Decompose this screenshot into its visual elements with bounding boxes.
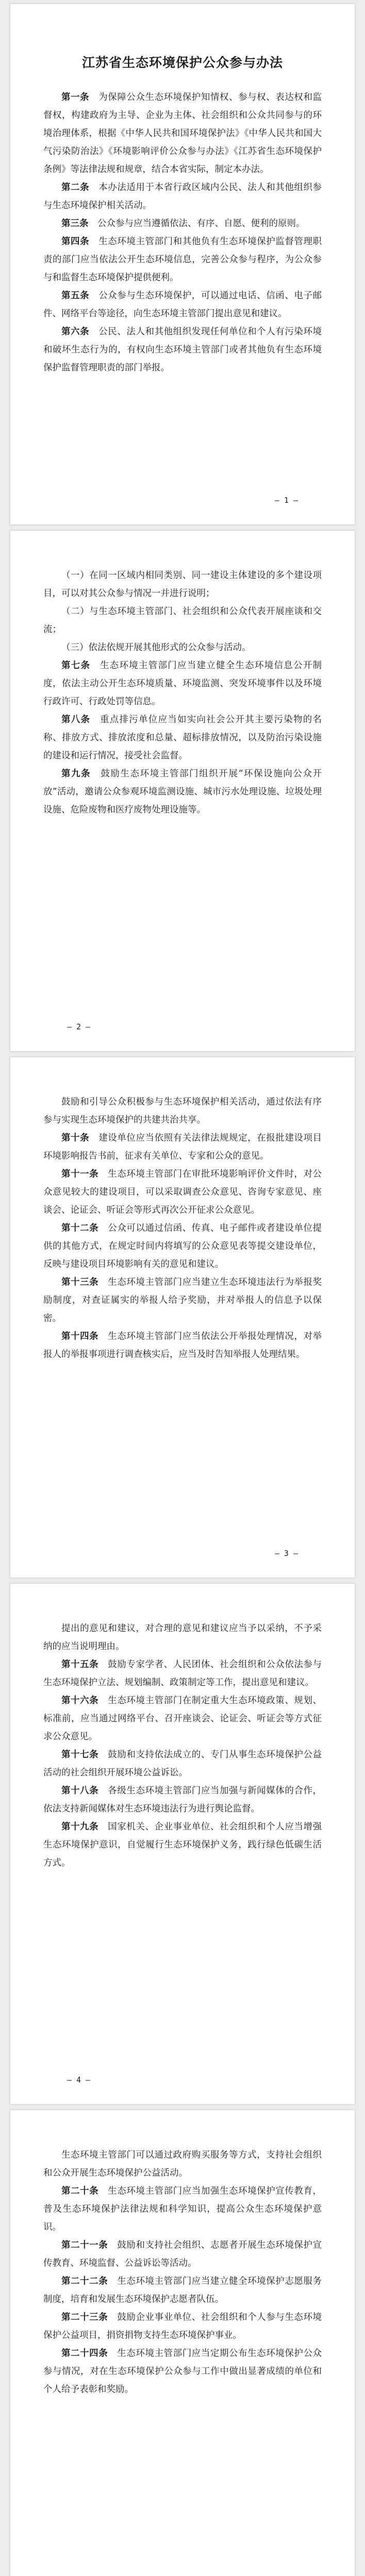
article-paragraph: [43, 233, 322, 287]
article-text: 本办法适用于本省行政区域内公民、法人和其他组织参与生态环境保护相关活动。: [43, 182, 322, 211]
article-number: 第九条: [61, 769, 91, 779]
article-number: 第四条: [61, 236, 90, 247]
page-2: [10, 531, 355, 1051]
article-paragraph: [43, 287, 322, 323]
article-text: （二）与生态环境主管部门、社会组织和公众代表开展座谈和交流；: [43, 606, 322, 635]
article-paragraph: [43, 567, 322, 603]
article-text: （一）在同一区域内相同类别、同一建设主体建设的多个建设项目，可以对其公众参与情况一并进行说明；: [43, 570, 322, 599]
article-text: 公众参与生态环境保护，可以通过电话、信函、电子邮件、网络平台等途径，向生态环境主管部门提出意见和建议。: [43, 291, 322, 319]
article-paragraph: [43, 1165, 322, 1219]
article-text: 重点排污单位应当如实向社会公开其主要污染物的名称、排放方式、排放浓度和总量、超标排放情况，以及防治污染设施的建设和运行情况，接受社会监督。: [43, 715, 322, 761]
article-paragraph: [43, 1620, 322, 1656]
article-paragraph: [43, 1782, 322, 1818]
article-paragraph: [43, 323, 322, 377]
article-text: 鼓励和支持依法成立的、专门从事生态环境保护公益活动的社会组织开展环境公益诉讼。: [43, 1750, 322, 1778]
article-paragraph: [43, 1656, 322, 1692]
article-paragraph: [43, 89, 322, 179]
article-number: 第六条: [61, 327, 90, 337]
article-number: 第十四条: [61, 1331, 99, 1342]
article-number: 第二十二条: [61, 2276, 108, 2286]
page-5: [10, 2110, 355, 2576]
article-paragraph: [43, 215, 322, 233]
article-number: 第十条: [61, 1133, 90, 1143]
article-text: 鼓励专家学者、人民团体、社会组织和公众依法参与生态环境保护立法、规划编制、政策制定等工作，提出意见和建议。: [43, 1659, 322, 1688]
article-text: 生态环境主管部门在制定重大生态环境政策、规划、标准前，应当通过网络平台、召开座谈会、论证会、听证会等方式征求公众意见。: [43, 1696, 322, 1742]
article-text: 鼓励生态环境主管部门组织开展“环保设施向公众开放”活动，邀请公众参观环境监测设施、城市污水处理设施、垃圾处理设施、危险废物和医疗废物处理设施等。: [43, 769, 322, 815]
article-text: 为保障公众生态环境保护知情权、参与权、表达权和监督权，构建政府为主导、企业为主体、社会组织和公众共同参与的环境治理体系，根据《中华人民共和国环境保护法》《中华人民共和国大气污染防治法》《环境影响评价公众参与办法》《江苏省生态环境保护条例》等法律法规和规章，结合本省实际，制定本办法。: [43, 92, 322, 175]
article-text: 公众参与应当遵循依法、有序、自愿、便利的原则。: [97, 218, 305, 229]
article-number: 第二十条: [61, 2186, 99, 2196]
article-text: 生态环境主管部门应当定期公布生态环境保护公众参与情况，对在生态环境保护公众参与工作中做出显著成绩的单位和个人给予表彰和奖励。: [43, 2348, 322, 2395]
page-number: — 3 —: [274, 1549, 298, 1558]
article-text: 各级生态环境主管部门应当加强与新闻媒体的合作，依法支持新闻媒体对生态环境违法行为进行舆论监督。: [43, 1786, 322, 1814]
article-paragraph: [43, 603, 322, 639]
article-number: 第五条: [61, 291, 90, 301]
page-number: — 4 —: [67, 2075, 91, 2084]
article-text: 鼓励和支持社会组织、志愿者开展生态环境保护宣传教育、环境监督、公益诉讼等活动。: [43, 2240, 322, 2268]
article-text: 生态环境主管部门应当建立健全环境保护志愿服务制度，培育和发展生态环境保护志愿者队伍。: [43, 2276, 322, 2304]
article-paragraph: [43, 1692, 322, 1746]
article-text: 国家机关、企业事业单位、社会组织和个人应当增强生态环境保护意识，自觉履行生态环境保护义务，践行绿色低碳生活方式。: [43, 1822, 322, 1868]
article-text: 生态环境主管部门应当建立生态环境违法行为举报奖励制度，对查证属实的举报人给予奖励，并对举报人的信息予以保密。: [43, 1277, 322, 1324]
article-paragraph: [43, 1328, 322, 1364]
article-paragraph: [43, 2309, 322, 2345]
article-text: 生态环境主管部门应当加强生态环境保护宣传教育，普及生态环境保护法律法规和科学知识，提高公众生态环境保护意识。: [43, 2186, 322, 2232]
article-text: 提出的意见和建议，对合理的意见和建议应当予以采纳，不予采纳的应当说明理由。: [43, 1623, 322, 1652]
article-paragraph: [43, 1746, 322, 1782]
article-text: 鼓励企业事业单位、社会组织和个人参与生态环境保护公益项目，捐资捐物支持生态环境保护事业。: [43, 2312, 322, 2341]
article-number: 第十五条: [61, 1659, 99, 1670]
page-number: — 2 —: [67, 1022, 91, 1031]
article-paragraph: [43, 179, 322, 215]
article-text: 生态环境主管部门应当建立健全生态环境信息公开制度，依法主动公开生态环境质量、环境监测、突发环境事件以及环境行政许可、行政处罚等信息。: [43, 660, 322, 707]
article-number: 第二条: [61, 182, 90, 193]
article-paragraph: [43, 657, 322, 711]
page-4: [10, 1584, 355, 2104]
article-text: 生态环境主管部门和其他负有生态环境保护监督管理职责的部门应当依法公开生态环境信息，完善公众参与程序，为公众参与和监督生态环境保护提供便利。: [43, 236, 322, 283]
article-paragraph: [43, 2146, 322, 2182]
article-number: 第一条: [61, 92, 90, 103]
article-number: 第三条: [61, 218, 89, 229]
article-paragraph: [43, 1818, 322, 1872]
article-number: 第十三条: [61, 1277, 99, 1287]
article-text: 生态环境主管部门应当依法公开举报处理情况，对举报人的举报事项进行调查核实后，应当及时告知举报人处理结果。: [43, 1331, 322, 1360]
article-number: 第十九条: [61, 1822, 99, 1832]
article-paragraph: [43, 1129, 322, 1165]
article-number: 第十八条: [61, 1786, 99, 1796]
article-paragraph: [43, 711, 322, 765]
article-number: 第十二条: [61, 1223, 99, 1233]
article-text: 公众可以通过信函、传真、电子邮件或者建设单位提供的其他方式，在规定时间内将填写的公众意见表等提交建设单位，反映与建设项目环境影响有关的意见和建议。: [43, 1223, 322, 1269]
article-number: 第十六条: [61, 1696, 99, 1706]
article-paragraph: [43, 2273, 322, 2309]
article-number: 第十七条: [61, 1750, 99, 1760]
page-3: [10, 1057, 355, 1578]
article-text: 生态环境主管部门在审批环境影响评价文件时，对公众意见较大的建设项目，可以采取调查公众意见、咨询专家意见、座谈会、论证会、听证会等形式再次公开征求公众意见。: [43, 1169, 322, 1215]
article-paragraph: [43, 1219, 322, 1274]
article-text: 建设单位应当依照有关法律法规规定，在报批建设项目环境影响报告书前，征求有关单位、专家和公众的意见。: [43, 1133, 322, 1161]
document-title: 江苏省生态环境保护公众参与办法: [81, 55, 283, 70]
article-number: 第八条: [61, 715, 91, 725]
article-number: 第二十一条: [61, 2240, 108, 2250]
article-paragraph: [43, 2345, 322, 2399]
article-paragraph: [43, 2236, 322, 2273]
article-paragraph: [43, 2182, 322, 2236]
article-number: 第二十三条: [61, 2312, 108, 2323]
article-text: 公民、法人和其他组织发现任何单位和个人有污染环境和破坏生态行为的，有权向生态环境主管部门或者其他负有生态环境保护监督管理职责的部门举报。: [43, 327, 322, 373]
article-text: 鼓励和引导公众积极参与生态环境保护相关活动，通过依法有序参与实现生态环境保护的共建共治共享。: [43, 1097, 322, 1125]
article-number: 第十一条: [61, 1169, 99, 1179]
article-text: 生态环境主管部门可以通过政府购买服务等方式，支持社会组织和公众开展生态环境保护公益活动。: [43, 2150, 322, 2178]
article-number: 第七条: [61, 660, 91, 671]
article-paragraph: [43, 1274, 322, 1328]
article-paragraph: [43, 765, 322, 819]
article-paragraph: [43, 639, 322, 657]
article-number: 第二十四条: [61, 2348, 108, 2359]
page-1: [10, 4, 355, 524]
article-text: （三）依法依规开展其他形式的公众参与活动。: [61, 642, 251, 653]
page-number: — 1 —: [274, 496, 298, 505]
article-paragraph: [43, 1093, 322, 1129]
